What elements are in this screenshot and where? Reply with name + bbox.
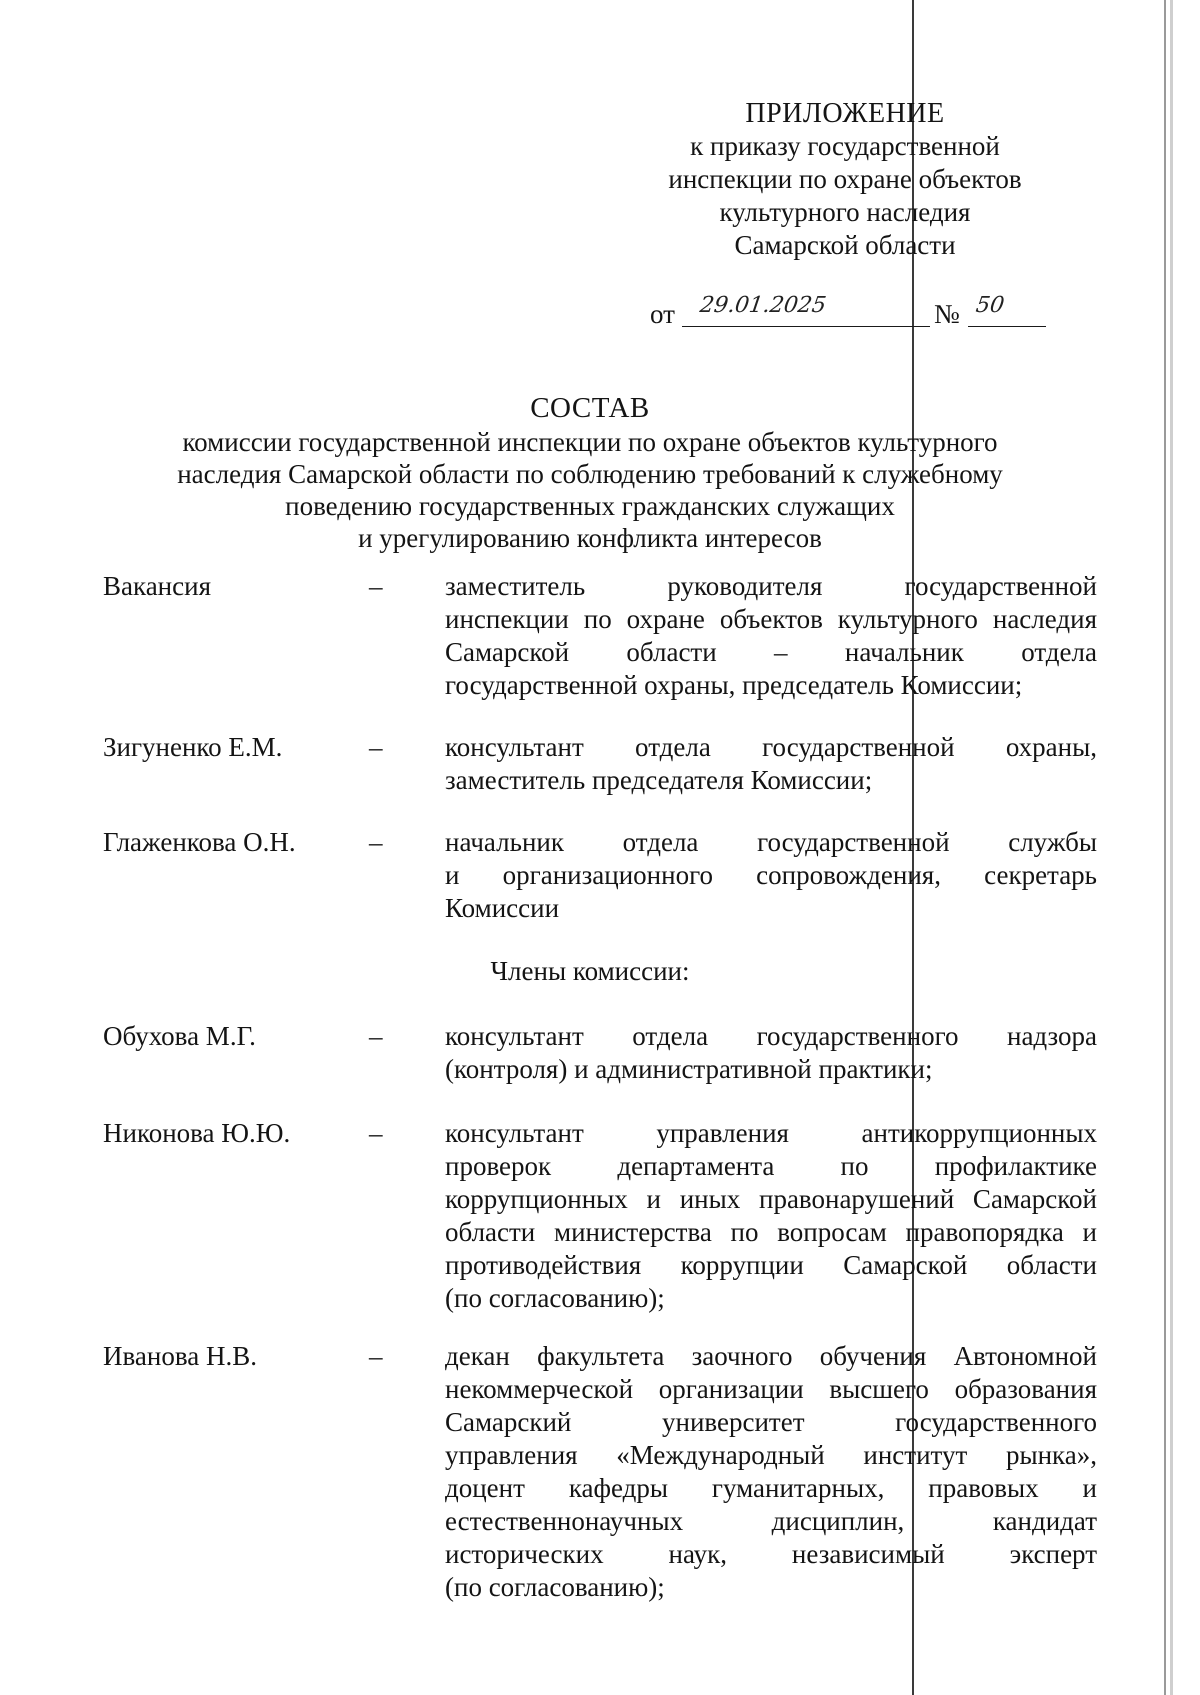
- role-line: коррупционных и иных правонарушений Самарской: [445, 1184, 1097, 1214]
- members-heading: Члены комиссии:: [490, 956, 690, 986]
- role-line: доцент кафедры гуманитарных, правовых и: [445, 1473, 1097, 1503]
- member-name: Обухова М.Г.: [103, 1021, 256, 1051]
- appendix-heading: ПРИЛОЖЕНИЕ: [745, 98, 945, 129]
- member-name: Глаженкова О.Н.: [103, 827, 296, 857]
- role-line: заместитель председателя Комиссии;: [445, 765, 873, 795]
- title-main: СОСТАВ: [530, 392, 650, 424]
- title-subtitle: [0, 426, 1180, 554]
- subtitle-line: наследия Самарской области по соблюдению требований к служебному: [177, 459, 1003, 489]
- document-title: [0, 390, 1180, 554]
- appendix-line: культурного наследия: [719, 197, 971, 227]
- member-role: [445, 1340, 1097, 1604]
- dash: –: [369, 1021, 383, 1051]
- role-line: и организационного сопровождения, секретарь: [445, 860, 1097, 890]
- member-role: [445, 1117, 1097, 1315]
- role-line: (по согласованию);: [445, 1572, 665, 1602]
- role-line: исторических наук, независимый эксперт: [445, 1539, 1097, 1569]
- subtitle-line: и урегулированию конфликта интересов: [358, 523, 822, 553]
- member-role: [445, 570, 1097, 702]
- dash: –: [369, 1341, 383, 1371]
- scan-edge-shadow: [1170, 0, 1173, 1695]
- number-prefix: №: [934, 299, 960, 329]
- role-line: Самарский университет государственного: [445, 1407, 1097, 1437]
- member-role: [445, 826, 1097, 925]
- role-line: инспекции по охране объектов культурного наследия: [445, 604, 1097, 634]
- appendix-line: инспекции по охране объектов: [668, 164, 1022, 194]
- role-line: консультант отдела государственной охраны,: [445, 732, 1097, 762]
- member-role: [445, 731, 1097, 797]
- role-line: проверок департамента по профилактике: [445, 1151, 1097, 1181]
- dash: –: [369, 827, 383, 857]
- role-line: консультант управления антикоррупционных: [445, 1118, 1097, 1148]
- role-line: начальник отдела государственной службы: [445, 827, 1097, 857]
- subtitle-line: поведению государственных гражданских служащих: [285, 491, 895, 521]
- role-line: (контроля) и административной практики;: [445, 1054, 933, 1084]
- dash: –: [369, 571, 383, 601]
- role-line: Самарской области – начальник отдела: [445, 637, 1097, 667]
- role-line: заместитель руководителя государственной: [445, 571, 1097, 601]
- subtitle-line: комиссии государственной инспекции по охране объектов культурного: [182, 427, 998, 457]
- member-name: Никонова Ю.Ю.: [103, 1118, 291, 1148]
- role-line: декан факультета заочного обучения Автономной: [445, 1341, 1097, 1371]
- scan-edge-line: [1164, 0, 1166, 1695]
- order-date-line: [650, 293, 1050, 333]
- order-date-handwritten: 29.01.2025: [698, 293, 828, 318]
- number-underline: [968, 326, 1046, 327]
- appendix-header: [600, 97, 1090, 262]
- role-line: естественнонаучных дисциплин, кандидат: [445, 1506, 1097, 1536]
- role-line: Комиссии: [445, 893, 560, 923]
- order-number-handwritten: 50: [974, 293, 1006, 318]
- dash: –: [369, 732, 383, 762]
- date-underline: [682, 326, 930, 327]
- role-line: (по согласованию);: [445, 1283, 665, 1313]
- role-line: консультант отдела государственного надзора: [445, 1021, 1097, 1051]
- role-line: государственной охраны, председатель Комиссии;: [445, 670, 1023, 700]
- role-line: некоммерческой организации высшего образования: [445, 1374, 1097, 1404]
- member-name: Зигуненко Е.М.: [103, 732, 283, 762]
- date-prefix: от: [650, 299, 675, 329]
- appendix-line: Самарской области: [734, 230, 956, 260]
- role-line: управления «Международный институт рынка»,: [445, 1440, 1097, 1470]
- member-name: Иванова Н.В.: [103, 1341, 257, 1371]
- role-line: области министерства по вопросам правопорядка и: [445, 1217, 1097, 1247]
- member-role: [445, 1020, 1097, 1086]
- member-name: Вакансия: [103, 571, 211, 601]
- dash: –: [369, 1118, 383, 1148]
- appendix-line: к приказу государственной: [690, 131, 1000, 161]
- role-line: противодействия коррупции Самарской области: [445, 1250, 1097, 1280]
